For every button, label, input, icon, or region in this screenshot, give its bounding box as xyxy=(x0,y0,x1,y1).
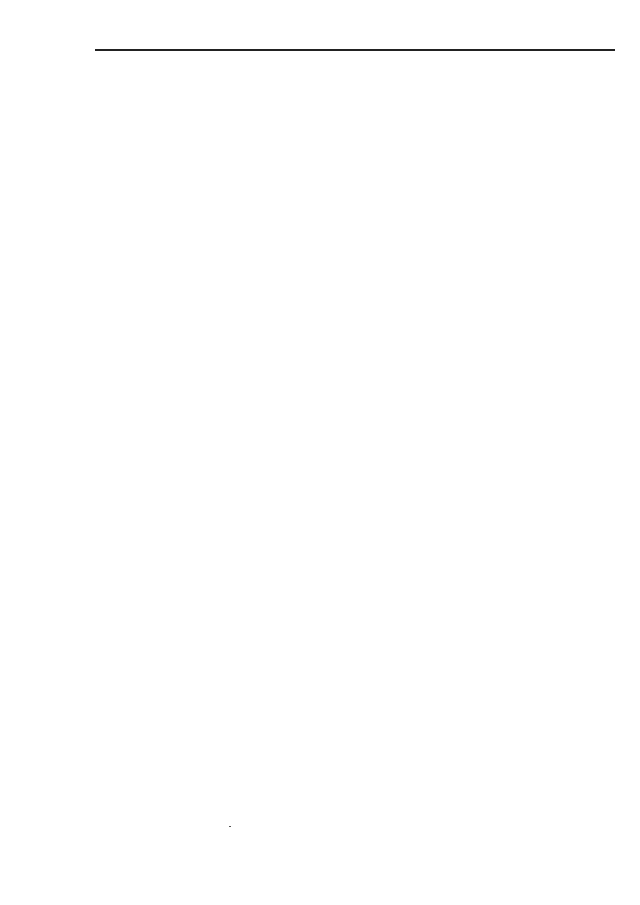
section-row xyxy=(96,50,615,51)
scan-mark xyxy=(229,826,231,827)
table-section xyxy=(96,50,615,51)
projects-table xyxy=(95,49,615,51)
section-title xyxy=(96,50,615,51)
